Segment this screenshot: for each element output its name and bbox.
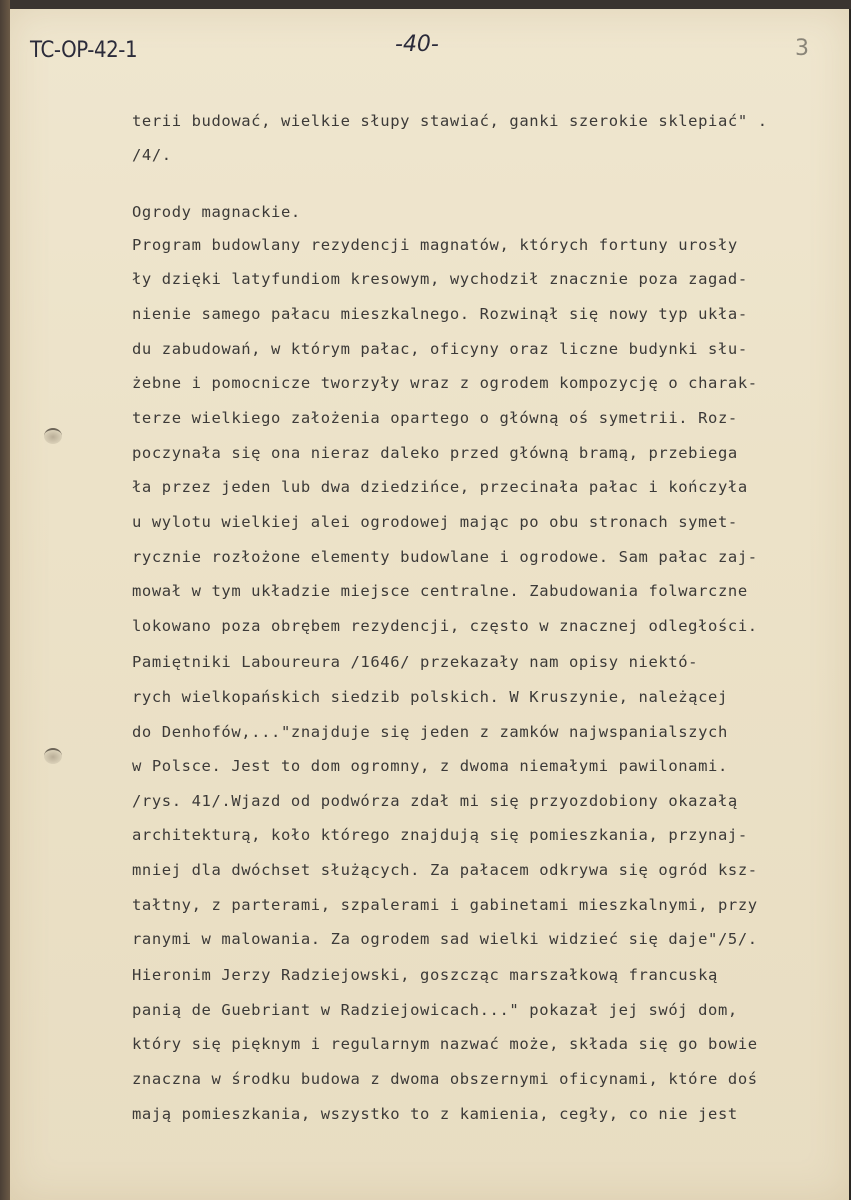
text-line: Hieronim Jerzy Radziejowski, goszcząc marszałkową francuską [132, 966, 718, 984]
text-line: du zabudowań, w którym pałac, oficyny oraz liczne budynki słu- [132, 340, 748, 358]
text-line: tałtny, z parterami, szpalerami i gabinetami mieszkalnymi, przy [132, 896, 758, 914]
scan-top-edge [0, 0, 851, 9]
text-line: mował w tym układzie miejsce centralne. Zabudowania folwarczne [132, 582, 748, 600]
text-line: terii budować, wielkie słupy stawiać, ganki szerokie sklepiać" . [132, 112, 768, 130]
punch-hole [44, 428, 62, 444]
text-line: znaczna w środku budowa z dwoma obszernymi oficynami, które doś [132, 1070, 758, 1088]
section-heading: Ogrody magnackie. [132, 203, 301, 221]
text-line: Pamiętniki Laboureura /1646/ przekazały nam opisy niektó- [132, 653, 699, 671]
text-line: lokowano poza obrębem rezydencji, często w znacznej odległości. [132, 617, 758, 635]
text-line: mają pomieszkania, wszystko to z kamienia, cegły, co nie jest [132, 1105, 738, 1123]
text-line: ła przez jeden lub dwa dziedzińce, przecinała pałac i kończyła [132, 478, 748, 496]
text-line: mniej dla dwóchset służących. Za pałacem odkrywa się ogród ksz- [132, 861, 758, 879]
page-number: -40- [395, 32, 439, 57]
scan-left-edge [0, 0, 10, 1200]
text-line: który się pięknym i regularnym nazwać może, składa się go bowie [132, 1035, 758, 1053]
text-line: ły dzięki latyfundiom kresowym, wychodził znacznie poza zagad- [132, 270, 748, 288]
text-line: terze wielkiego założenia opartego o główną oś symetrii. Roz- [132, 409, 738, 427]
text-line: u wylotu wielkiej alei ogrodowej mając po obu stronach symet- [132, 513, 738, 531]
text-line: żebne i pomocnicze tworzyły wraz z ogrodem kompozycję o charak- [132, 374, 758, 392]
text-line: rych wielkopańskich siedzib polskich. W Kruszynie, należącej [132, 688, 728, 706]
text-line: /rys. 41/.Wjazd od podwórza zdał mi się przyozdobiony okazałą [132, 792, 738, 810]
text-line: panią de Guebriant w Radziejowicach..." pokazał jej swój dom, [132, 1001, 738, 1019]
text-line: architekturą, koło którego znajdują się pomieszkania, przynaj- [132, 826, 748, 844]
typewritten-page [10, 9, 849, 1200]
text-line: ranymi w malowania. Za ogrodem sad wielki widzieć się daje"/5/. [132, 930, 758, 948]
text-line: w Polsce. Jest to dom ogromny, z dwoma niemałymi pawilonami. [132, 757, 728, 775]
punch-hole [44, 748, 62, 764]
text-line: poczynała się ona nieraz daleko przed główną bramą, przebiega [132, 444, 738, 462]
text-line: do Denhofów,..."znajduje się jeden z zamków najwspanialszych [132, 723, 728, 741]
folio-number: 3 [795, 36, 809, 61]
text-line: /4/. [132, 146, 172, 164]
text-line: rycznie rozłożone elementy budowlane i ogrodowe. Sam pałac zaj- [132, 548, 758, 566]
text-line: nienie samego pałacu mieszkalnego. Rozwinął się nowy typ ukła- [132, 305, 748, 323]
archive-reference: TC-OP-42-1 [30, 38, 138, 63]
text-line: Program budowlany rezydencji magnatów, których fortuny urosły [132, 236, 738, 254]
